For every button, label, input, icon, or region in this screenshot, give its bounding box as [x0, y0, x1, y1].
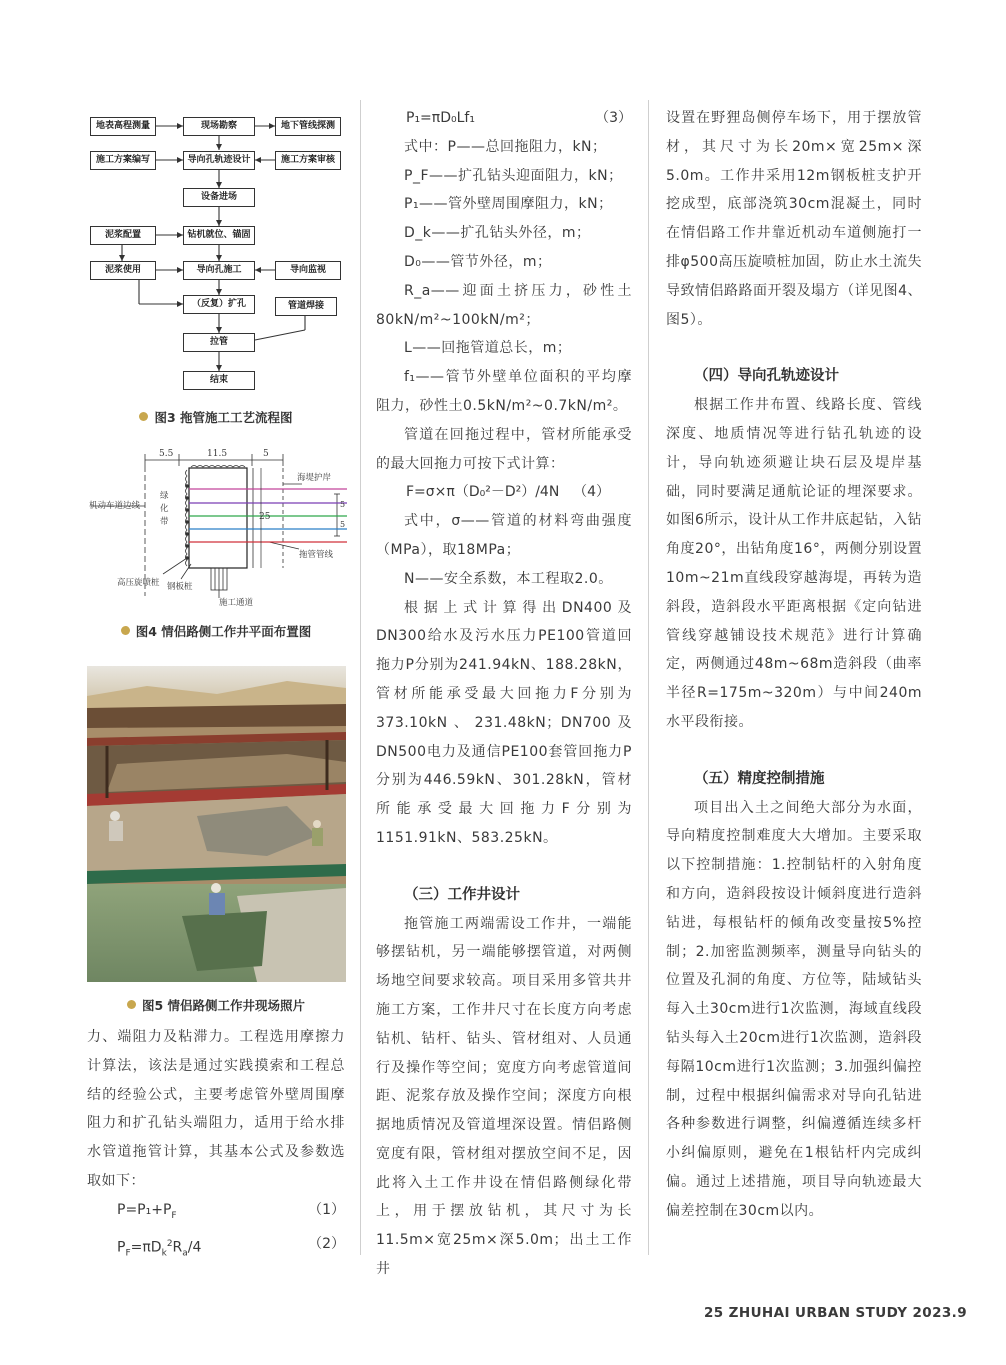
paragraph: 设置在野狸岛侧停车场下，用于摆放管材，其尺寸为长20m×宽25m×深5.0m。工作井采用12m钢板桩支护开挖成型，底部浇筑30cm混凝土，同时在情侣路工作井靠近机动车道侧施打一排φ500高压旋喷桩加固，防止水土流失导致情侣路路面开裂及塌方（详见图4、图5）。 — [666, 110, 922, 328]
flow-box-pull-pipe: 拉管 — [183, 333, 255, 352]
section-heading: （三）工作井设计 — [404, 886, 520, 903]
section-heading: （五）精度控制措施 — [694, 770, 825, 787]
label-sheet-pile: 钢板桩 — [167, 582, 193, 592]
figure3-flowchart — [87, 108, 345, 398]
equation-4: F=σ×π（D₀²－D²）/4N （4） — [406, 484, 610, 501]
dim-label-5-5: 5.5 — [159, 449, 174, 459]
flow-box-reaming: （反复）扩孔 — [183, 295, 255, 314]
paragraph: 根据工作井布置、线路长度、管线深度、地质情况等进行钻孔轨迹的设计，导向轨迹须避让块石层及堤岸基础，同时要满足通航论证的埋深要求。如图6所示，设计从工作井底起钻，入钻角度20°，出钻角度16°，两侧分别设置10m~21m直线段穿越海堤，再转为造斜段，造斜段水平距离根据《定向钻进管线穿越铺设技术规范》进行计算确定，两侧通过48m~68m造斜段（曲率半径R=175m~320m）与中间240m水平段衔接。 — [666, 397, 922, 730]
flow-box-mud-prep: 泥浆配置 — [90, 226, 156, 245]
definition: R_a——迎面土挤压力，砂性土80kN/m²~100kN/m²； — [376, 282, 632, 328]
page-footer: 25 ZHUHAI URBAN STUDY 2023.9 — [704, 1305, 967, 1321]
flow-box-plan-review: 施工方案审核 — [275, 151, 341, 170]
figure5-caption: 图5 情侣路侧工作井现场照片 — [87, 996, 345, 1014]
column-divider — [360, 100, 361, 1255]
figure3-caption: 图3 拖管施工工艺流程图 — [87, 408, 345, 426]
dim-label-25: 25 — [259, 512, 271, 522]
paragraph: 拖管施工两端需设工作井，一端能够摆钻机，另一端能够摆管道，对两侧场地空间要求较高。项目采用多管共井施工方案，工作井尺寸在长度方向考虑钻机、钻杆、钻头、管材组对、人员通行及操作等空间；宽度方向考虑管道间距、泥浆存放及操作空间；深度方向根据地质情况及管道埋深设置。情侣路侧宽度有限，管材组对摆放空间不足，因此将入土工作井设在情侣路侧绿化带上，用于摆放钻机，其尺寸为长11.5m×宽25m×深5.0m；出土工作井 — [376, 915, 632, 1278]
figure4-plan-layout — [87, 446, 347, 611]
flow-box-equipment: 设备进场 — [183, 188, 255, 207]
caption-bullet-icon — [139, 412, 148, 421]
paragraph: 项目出入土之间绝大部分为水面，导向精度控制难度大大增加。主要采取以下控制措施：1.控制钻杆的入射角度和方向，造斜段按设计倾斜度进行造斜钻进，每根钻杆的倾角改变量按5%控制；2.加密监测频率，测量导向钻头的位置及孔洞的角度、方位等，陆域钻头每入土30cm进行1次监测，海域直线段钻头每入土20cm进行1次监测，造斜段每隔10cm进行1次监测；3.加强纠偏控制，过程中根据纠偏需求对导向孔钻进各种参数进行调整，纠偏遵循连续多杆小纠偏原则，避免在1根钻杆内完成纠偏。通过上述措施，项目导向轨迹最大偏差控制在30cm以内。 — [666, 799, 922, 1219]
paragraph: 根据上式计算得出DN400及DN300给水及污水压力PE100管道回拖力P分别为241.94kN、188.28kN，管材所能承受最大回拖力F分别为373.10kN、231.48kN；DN700及DN500电力及通信PE100套管回拖力P分别为446.59kN、301.28kN，管材所能承受最大回拖力F分别为1151.91kN、583.25kN。 — [376, 599, 632, 846]
dim-label-5: 5 — [263, 449, 269, 459]
flow-box-welding: 管道焊接 — [275, 297, 337, 316]
label-seawall: 海堤护岸 — [297, 473, 332, 483]
figure5-site-photo — [87, 666, 346, 982]
definition: 式中：P——总回拖阻力，kN； — [404, 138, 607, 155]
flow-box-guide-design: 导向孔轨迹设计 — [183, 151, 255, 170]
label-passage: 施工通道 — [219, 598, 254, 608]
definition: 式中，σ——管道的材料弯曲强度（MPa），取18MPa； — [376, 513, 632, 558]
section-heading: （四）导向孔轨迹设计 — [694, 368, 839, 385]
label-road-edge: 机动车道边线 — [89, 501, 141, 511]
flow-box-pipeline-detection: 地下管线探测 — [275, 117, 341, 136]
label-green-belt: 绿化带 — [160, 491, 169, 527]
definition: N——安全系数，本工程取2.0。 — [404, 570, 613, 587]
col2-text — [376, 104, 632, 1284]
flow-box-guide-monitor: 导向监视 — [275, 261, 341, 280]
definition: D₀——管节外径，m； — [404, 253, 552, 270]
definition: L——回拖管道总长，m； — [404, 340, 572, 357]
dim-label-11-5: 11.5 — [207, 449, 228, 459]
definition: P_F——扩孔钻头迎面阻力，kN； — [404, 167, 623, 184]
flow-box-plan-writing: 施工方案编写 — [90, 151, 156, 170]
dim-label-right-1: 5 — [340, 500, 346, 509]
label-pipes: 拖管管线 — [299, 550, 334, 560]
col3-text — [666, 104, 922, 1225]
flow-box-survey: 地表高程测量 — [90, 117, 156, 136]
figure4-caption: 图4 情侣路侧工作井平面布置图 — [87, 622, 345, 640]
caption-bullet-icon — [121, 626, 130, 635]
definition: D_k——扩孔钻头外径，m； — [404, 225, 591, 242]
flow-box-drill-anchor: 钻机就位、锚固 — [183, 226, 255, 245]
definition: P₁——管外壁周围摩阻力，kN； — [404, 196, 613, 213]
dim-label-right-2: 5 — [340, 520, 346, 529]
col1-text — [87, 1023, 345, 1269]
flow-box-end: 结束 — [183, 371, 255, 390]
paragraph: 管道在回拖过程中，管材所能承受的最大回拖力可按下式计算： — [376, 426, 632, 472]
flow-box-guide-construction: 导向孔施工 — [183, 261, 255, 280]
caption-bullet-icon — [127, 1000, 136, 1009]
definition: f₁——管节外壁单位面积的平均摩阻力，砂性土0.5kN/m²~0.7kN/m²。 — [376, 369, 632, 414]
column-divider — [648, 100, 649, 1255]
flow-box-mud-use: 泥浆使用 — [90, 261, 156, 280]
flow-box-site-survey: 现场勘察 — [183, 117, 255, 136]
site-photo-illustration — [87, 666, 346, 982]
equation-2: $P_F=\pi D_k^2R_a/4$ （2） — [117, 1236, 345, 1259]
equation-3: P₁=πD₀Lf₁ （3） — [406, 110, 632, 126]
paragraph: 力、端阻力及粘滞力。工程选用摩擦力计算法，该法是通过实践摸索和工程总结的经验公式，主要考虑管外壁周围摩阻力和扩孔钻头端阻力，适用于给水排水管道拖管计算，其基本公式及参数选取如下： — [87, 1029, 345, 1189]
label-jet-grout: 高压旋喷桩 — [117, 578, 160, 588]
equation-1: $P=P_1+P_F$ （1） — [117, 1201, 345, 1221]
